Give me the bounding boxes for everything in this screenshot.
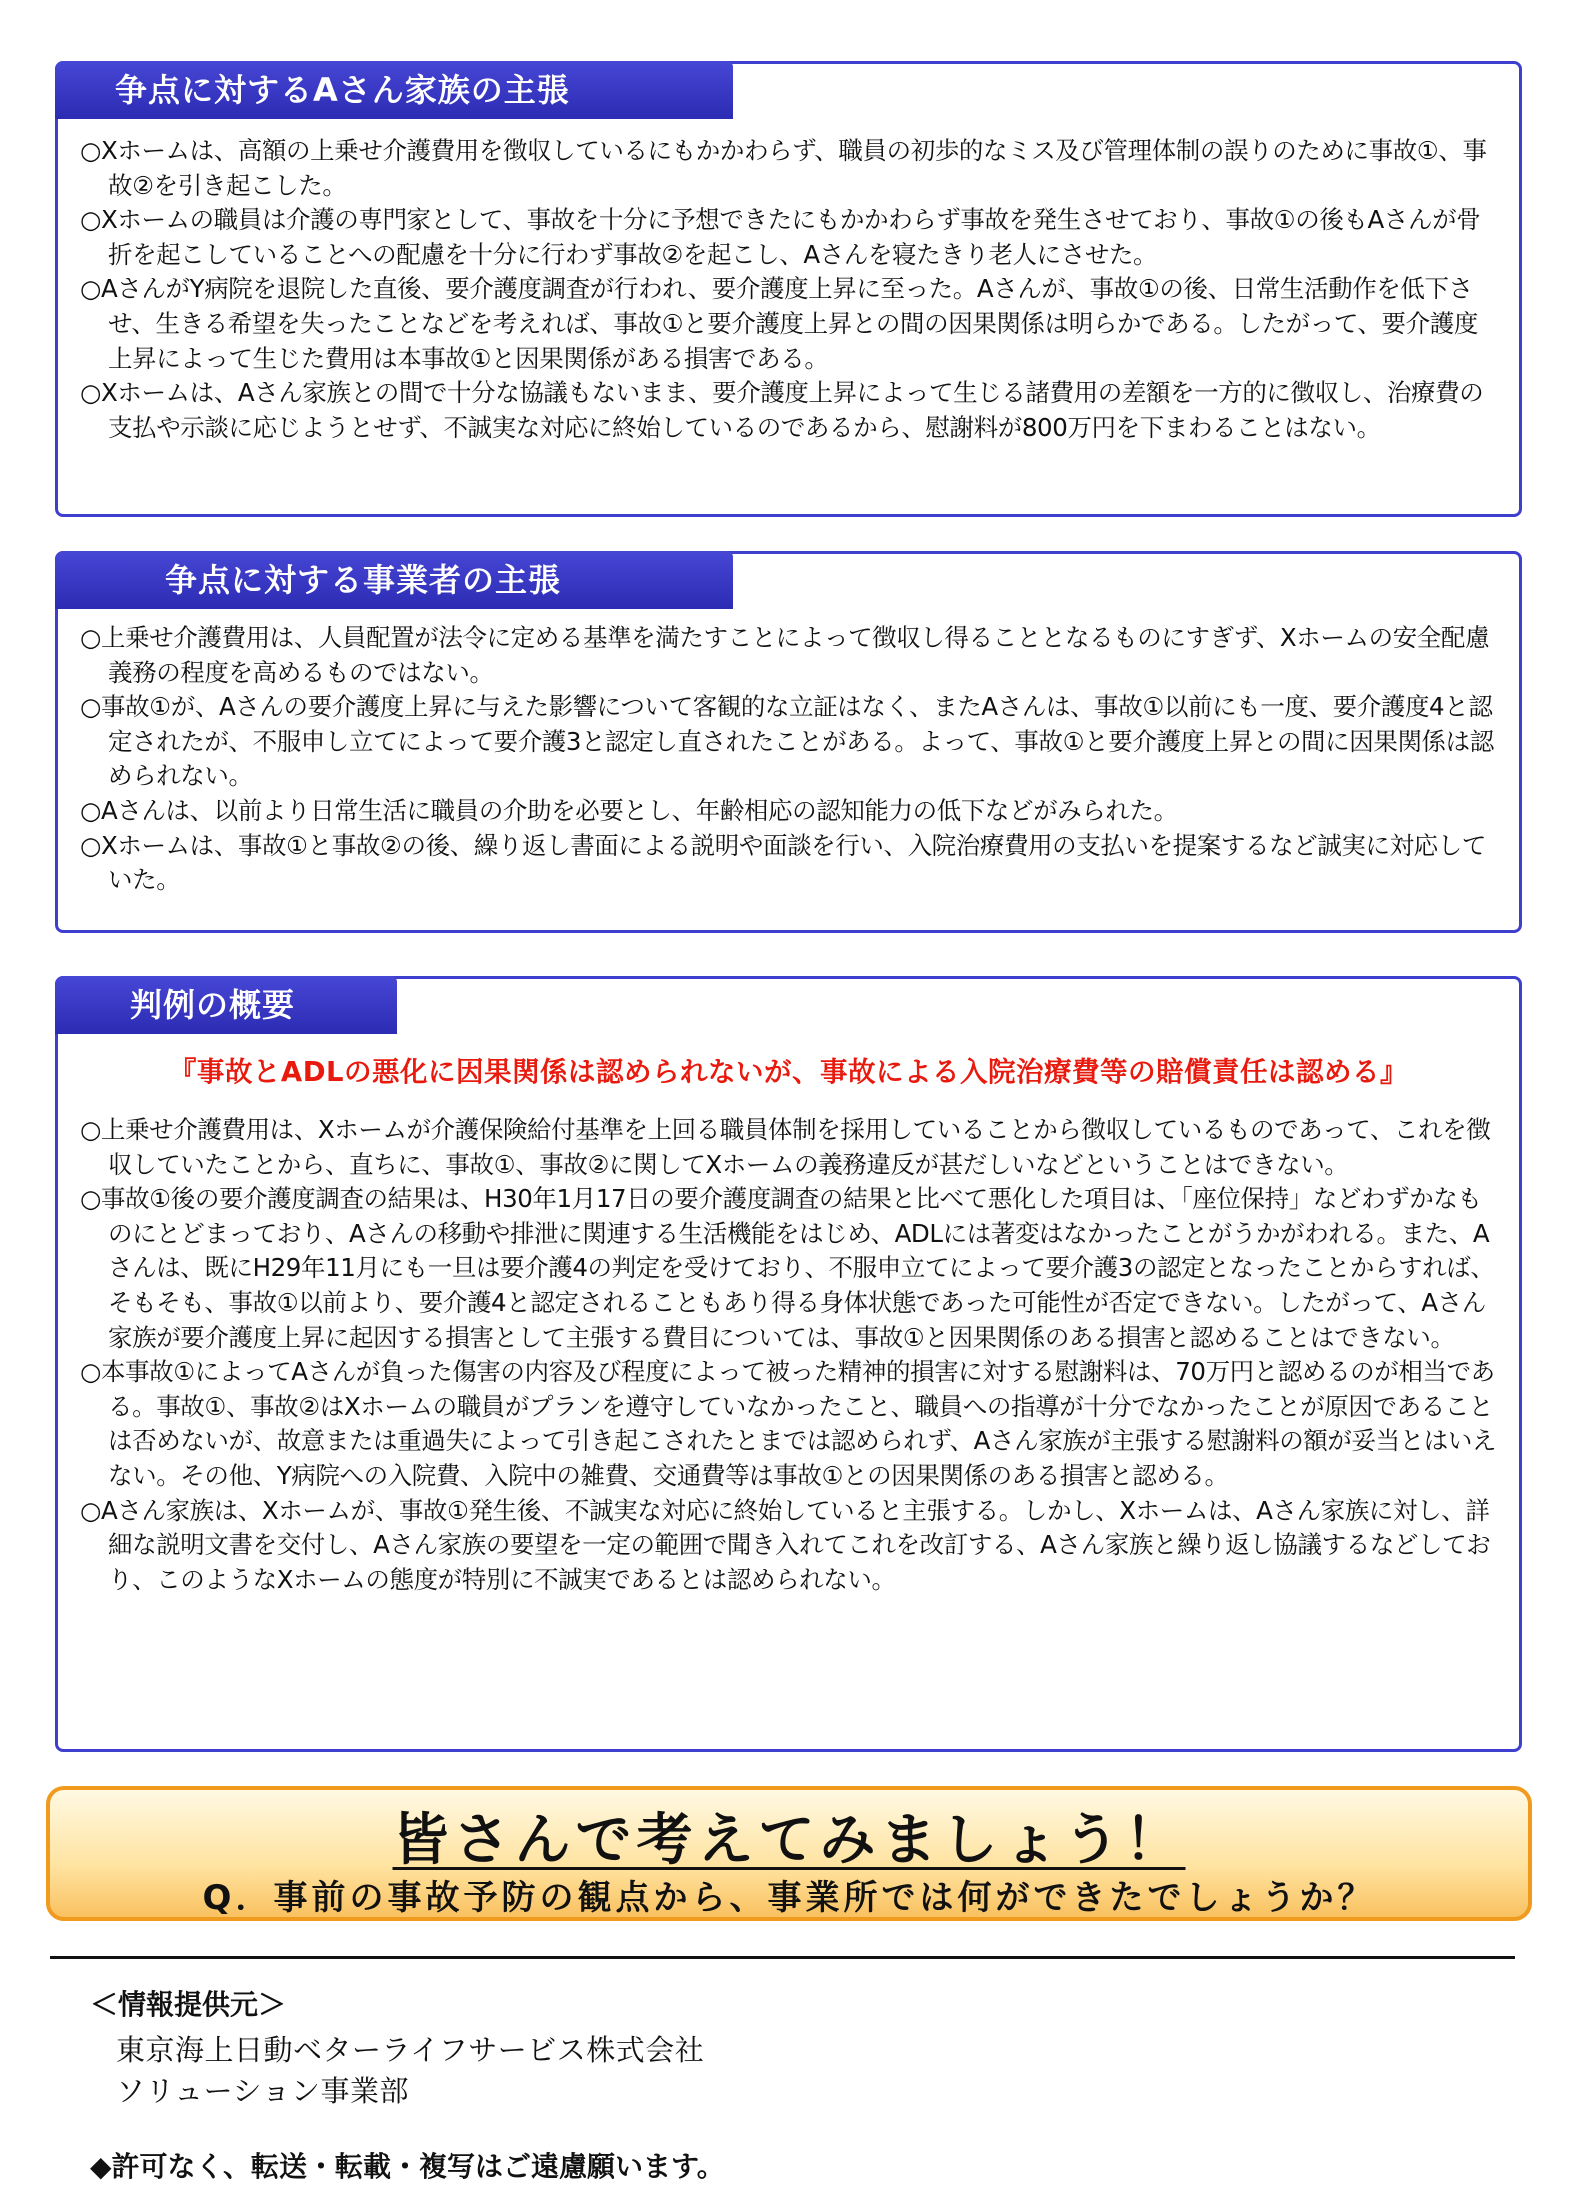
claim-item: ○Xホームは、事故①と事故②の後、繰り返し書面による説明や面談を行い、入院治療費用の支払いを提案するなど誠実に対応していた。 xyxy=(80,830,1486,895)
section-case-summary xyxy=(55,976,1522,1752)
claim-list xyxy=(80,621,1497,898)
case-headline: 『事故とADLの悪化に因果関係は認められないが、事故による入院治療費等の賠償責任は認める』 xyxy=(168,1056,1409,1088)
credit-department: ソリューション事業部 xyxy=(116,2074,409,2108)
discussion-banner xyxy=(46,1786,1532,1921)
section-title: 争点に対するAさん家族の主張 xyxy=(115,71,570,109)
claim-item: ○Aさんは、以前より日常生活に職員の介助を必要とし、年齢相応の認知能力の低下などがみられた。 xyxy=(80,795,1178,825)
divider xyxy=(50,1956,1515,1959)
section-title: 争点に対する事業者の主張 xyxy=(165,561,562,599)
ruling-list xyxy=(80,1113,1497,1597)
claim-item: ○AさんがY病院を退院した直後、要介護度調査が行われ、要介護度上昇に至った。Aさんが、事故①の後、日常生活動作を低下させ、生きる希望を失ったことなどを考えれば、事故①と要介護度上昇との間の因果関係は明らかである。したがって、要介護度上昇によって生じた費用は本事故①と因果関係がある損害である。 xyxy=(80,274,1478,373)
section-family-claims xyxy=(55,61,1522,517)
banner-title xyxy=(50,1796,1528,1876)
section-title: 判例の概要 xyxy=(130,986,296,1024)
claim-item: ○事故①が、Aさんの要介護度上昇に与えた影響について客観的な立証はなく、またAさんは、事故①以前にも一度、要介護度4と認定されたが、不服申し立てによって要介護3と認定し直されたことがある。よって、事故①と要介護度上昇との間に因果関係は認められない。 xyxy=(80,692,1494,791)
claim-item: ○上乗せ介護費用は、人員配置が法令に定める基準を満たすことによって徴収し得ることとなるものにすぎず、Xホームの安全配慮義務の程度を高めるものではない。 xyxy=(80,623,1490,687)
credit-company: 東京海上日動ベターライフサービス株式会社 xyxy=(116,2033,705,2067)
ruling-item: ○本事故①によってAさんが負った傷害の内容及び程度によって被った精神的損害に対する慰謝料は、70万円と認めるのが相当である。事故①、事故②はXホームの職員がプランを遵守していなかったこと、職員への指導が十分でなかったことが原因であることは否めないが、故意または重過失によって引き起こされたとまでは認められず、Aさん家族が主張する慰謝料の額が妥当とはいえない。その他、Y病院への入院費、入院中の雑費、交通費等は事故①との因果関係のある損害と認める。 xyxy=(80,1357,1497,1490)
banner-title-text: 皆さんで考えてみましょう！ xyxy=(392,1808,1186,1873)
ruling-item: ○事故①後の要介護度調査の結果は、H30年1月17日の要介護度調査の結果と比べて悪化した項目は、「座位保持」などわずかなものにとどまっており、Aさんの移動や排泄に関連する生活機能をはじめ、ADLには著変はなかったことがうかがわれる。また、Aさんは、既にH29年11月にも一旦は要介護4の判定を受けており、不服申立てによって要介護3の認定となったことからすれば、そもそも、事故①以前より、要介護4と認定されることもあり得る身体状態であった可能性が否定できない。したがって、Aさん家族が要介護度上昇に起因する損害として主張する費目については、事故①と因果関係のある損害と認めることはできない。 xyxy=(80,1184,1495,1352)
claim-list xyxy=(80,134,1497,445)
claim-item: ○Xホームは、Aさん家族との間で十分な協議もないまま、要介護度上昇によって生じる諸費用の差額を一方的に徴収し、治療費の支払や示談に応じようとせず、不誠実な対応に終始しているのであるから、慰謝料が800万円を下まわることはない。 xyxy=(80,378,1484,442)
banner-question: Q．事前の事故予防の観点から、事業所では何ができたでしょうか？ xyxy=(202,1878,1376,1918)
claim-item: ○Xホームの職員は介護の専門家として、事故を十分に予想できたにもかかわらず事故を発生させており、事故①の後もAさんが骨折を起こしていることへの配慮を十分に行わず事故②を起こし、Aさんを寝たきり老人にさせた。 xyxy=(80,205,1481,269)
ruling-item: ○上乗せ介護費用は、Xホームが介護保険給付基準を上回る職員体制を採用していることから徴収しているものであって、これを徴収していたことから、直ちに、事故①、事故②に関してXホームの義務違反が甚だしいなどということはできない。 xyxy=(80,1115,1491,1179)
section-title-tab xyxy=(55,976,397,1034)
credit-label: ＜情報提供元＞ xyxy=(90,1988,287,2021)
claim-item: ○Xホームは、高額の上乗せ介護費用を徴収しているにもかかわらず、職員の初歩的なミス及び管理体制の誤りのために事故①、事故②を引き起こした。 xyxy=(80,136,1487,200)
copyright-notice: ◆許可なく、転送・転載・複写はご遠慮願います。 xyxy=(90,2150,725,2183)
section-operator-claims xyxy=(55,551,1522,933)
section-title-tab xyxy=(55,61,733,119)
ruling-item: ○Aさん家族は、Xホームが、事故①発生後、不誠実な対応に終始していると主張する。しかし、Xホームは、Aさん家族に対し、詳細な説明文書を交付し、Aさん家族の要望を一定の範囲で聞き入れてこれを改訂する、Aさん家族と繰り返し協議するなどしており、このようなXホームの態度が特別に不誠実であるとは認められない。 xyxy=(80,1495,1491,1594)
section-title-tab xyxy=(55,551,733,609)
